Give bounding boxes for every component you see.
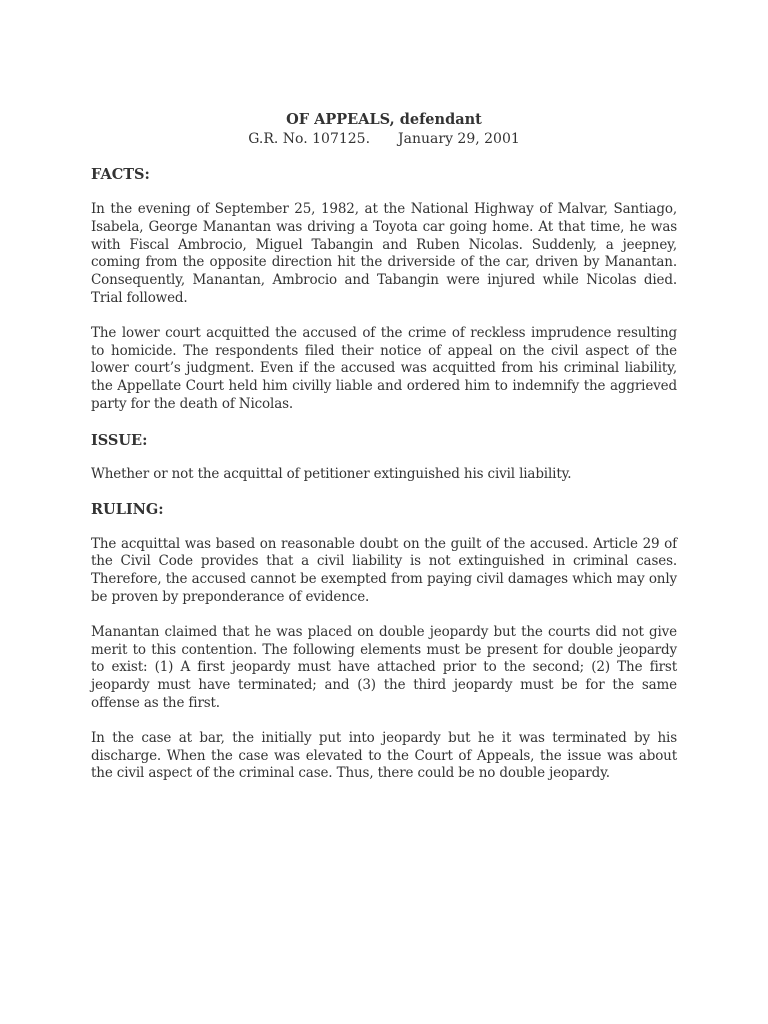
case-date: January 29, 2001 <box>398 131 520 147</box>
case-number: G.R. No. 107125. <box>248 131 371 147</box>
facts-heading: FACTS: <box>91 166 150 183</box>
document-page <box>91 110 677 783</box>
issue-paragraph: Whether or not the acquittal of petitioner extinguished his civil liability. <box>91 465 572 482</box>
ruling-paragraph-3: In the case at bar, the initially put into jeopardy but he it was terminated by his discharge. When the case was elevated to the Court of Appeals, the issue was about the civil aspect of the criminal case. Thus, there could be no double jeopardy. <box>91 729 677 782</box>
ruling-paragraph-1: The acquittal was based on reasonable doubt on the guilt of the accused. Article 29 of the Civil Code provides that a civil liability is not extinguished in criminal cases. Therefore, the accused cannot be exempted from paying civil damages which may only be proven by preponderance of evidence. <box>91 535 677 605</box>
document-title: OF APPEALS, defendant <box>286 111 482 128</box>
ruling-heading: RULING: <box>91 500 164 518</box>
facts-paragraph-1: In the evening of September 25, 1982, at the National Highway of Malvar, Santiago, Isabela, George Manantan was driving a Toyota car going home. At that time, he was with Fiscal Ambrocio, Miguel Tabangin and Ruben Nicolas. Suddenly, a jeepney, coming from the opposite direction hit the driverside of the car, driven by Manantan. Consequently, Manantan, Ambrocio and Tabangin were injured while Nicolas died. Trial followed. <box>91 201 677 306</box>
ruling-paragraph-2: Manantan claimed that he was placed on double jeopardy but the courts did not give merit to this contention. The following elements must be present for double jeopardy to exist: (1) A first jeopardy must have attached prior to the second; (2) The first jeopardy must have terminated; and (3) the third jeopardy must be for the same offense as the first. <box>91 623 677 711</box>
issue-heading: ISSUE: <box>91 431 148 449</box>
case-reference <box>91 130 677 149</box>
facts-paragraph-2: The lower court acquitted the accused of the crime of reckless imprudence resulting to homicide. The respondents filed their notice of appeal on the civil aspect of the lower court’s judgment. Even if the accused was acquitted from his criminal liability, the Appellate Court held him civilly liable and ordered him to indemnify the aggrieved party for the death of Nicolas. <box>91 324 677 412</box>
